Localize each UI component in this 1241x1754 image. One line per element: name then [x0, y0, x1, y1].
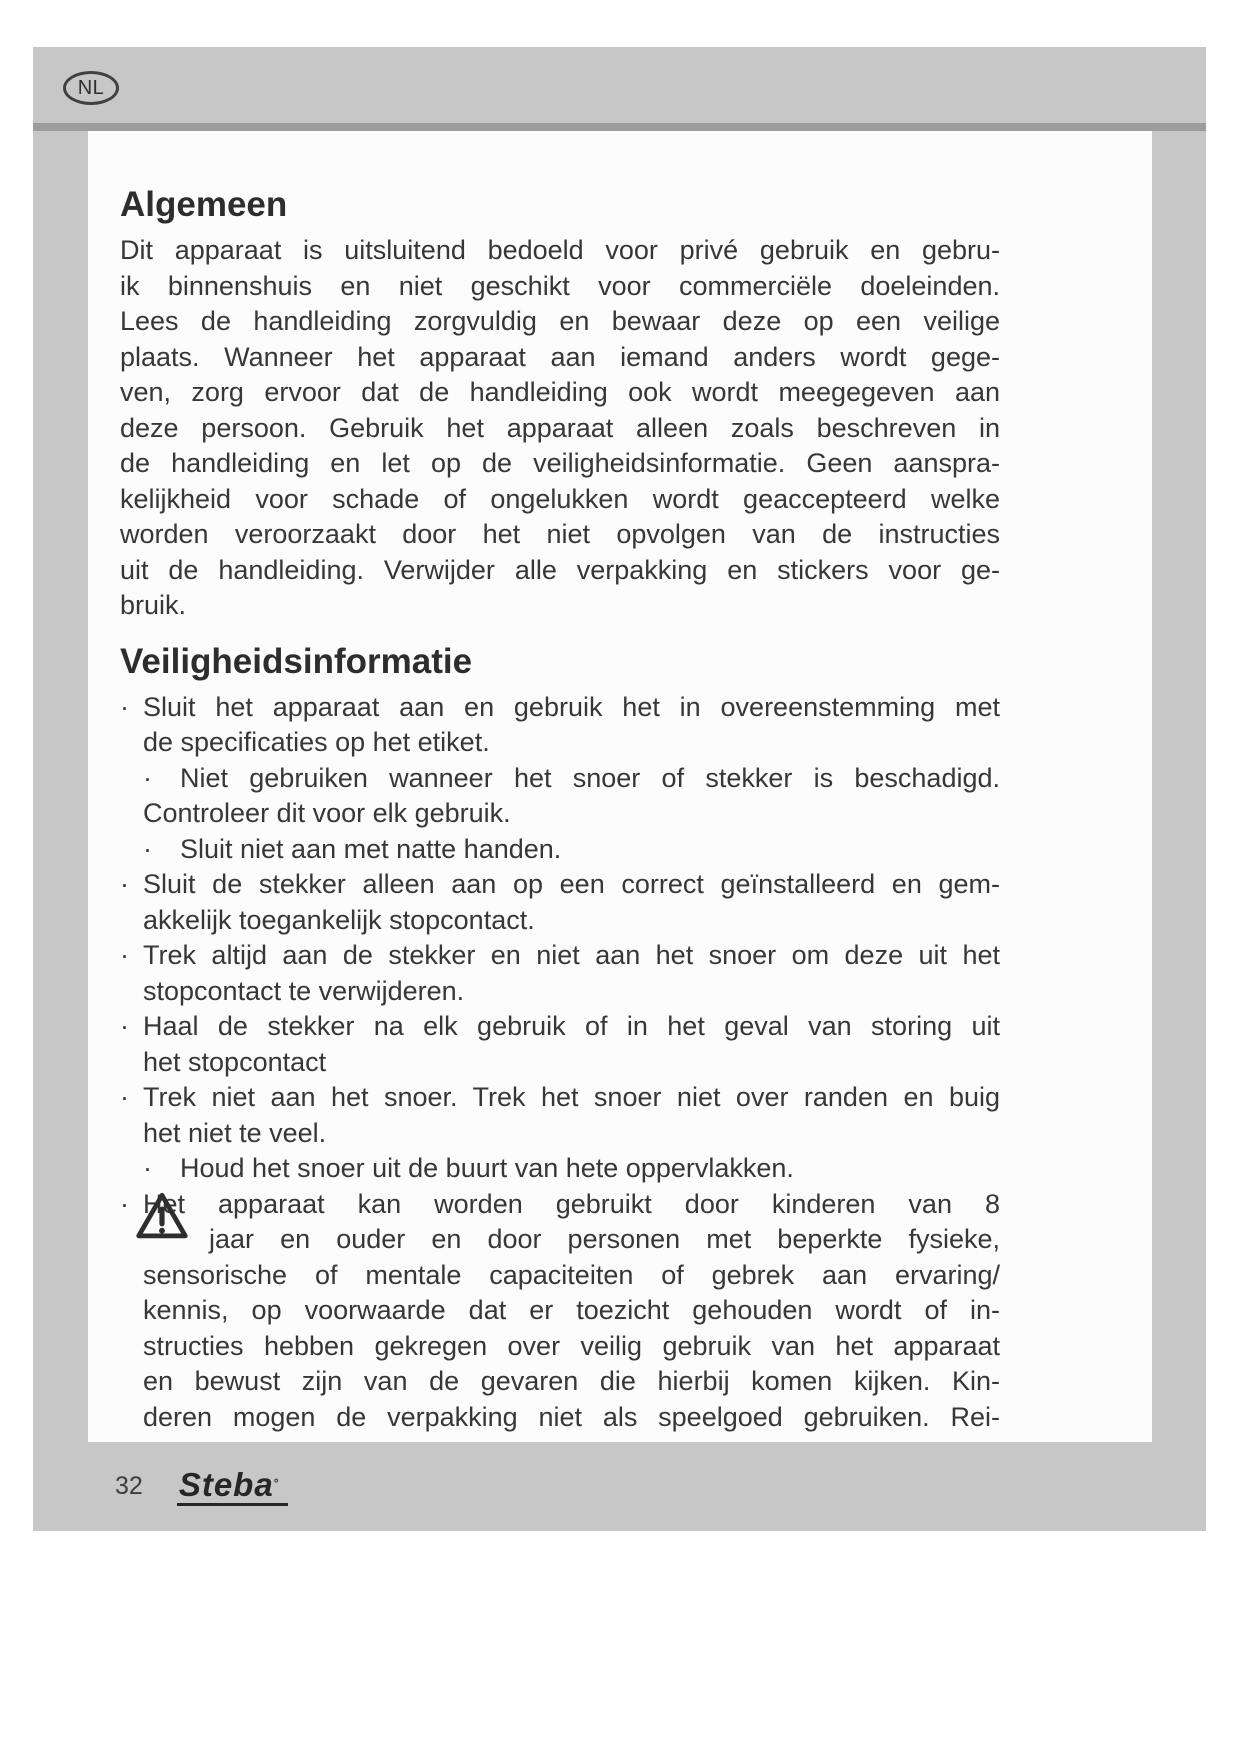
text-line: · Trek niet aan het snoer. Trek het snoer niet over randen en buig — [143, 1080, 1000, 1116]
bullet-dot: · — [120, 1011, 129, 1041]
bullet-dot: · — [120, 869, 129, 899]
bullet-dot: · — [143, 762, 152, 793]
text-line: stopcontact te verwijderen. — [143, 975, 465, 1006]
list-item — [120, 1187, 1000, 1436]
text-line: Controleer dit voor elk gebruik. — [143, 798, 511, 828]
list-item — [120, 690, 1000, 761]
text-line: · Trek altijd aan de stekker en niet aan het snoer om deze uit het — [143, 938, 1000, 974]
text-line: kelijkheid voor schade of ongelukken wordt geaccepteerd welke — [120, 483, 1000, 514]
list-item — [120, 1009, 1000, 1080]
bullet-dot: · — [120, 940, 129, 970]
text-column — [120, 131, 1000, 1435]
text-line: jaar en ouder en door personen met beperkte fysieke, — [209, 1224, 1000, 1254]
language-badge — [63, 71, 119, 105]
text-line: deze persoon. Gebruik het apparaat alleen zoals beschreven in — [120, 412, 1000, 443]
list-item — [120, 867, 1000, 938]
text-line: de handleiding en let op de veiligheidsinformatie. Geen aanspra- — [120, 448, 1000, 478]
header-divider — [33, 123, 1206, 131]
brand-logo-text: Steba — [178, 1465, 274, 1503]
text-line: Lees de handleiding zorgvuldig en bewaar deze op een veilige — [120, 306, 1000, 336]
bullet-dot: · — [120, 1188, 129, 1219]
text-line: · Sluit het apparaat aan en gebruik het in overeenstemming met — [143, 690, 1000, 726]
brand-logo — [177, 1465, 288, 1506]
text-line: · Sluit de stekker alleen aan op een correct geïnstalleerd en gem- — [143, 867, 1000, 903]
text-line: worden veroorzaakt door het niet opvolgen van de instructies — [120, 519, 1000, 549]
list-item — [120, 1080, 1000, 1151]
page-footer — [33, 1442, 1206, 1531]
warning-triangle-icon — [134, 1191, 190, 1241]
text-line: bruik. — [120, 590, 187, 620]
section — [120, 183, 1000, 624]
text-line: · Niet gebruiken wanneer het snoer of stekker is beschadigd. — [143, 761, 1000, 797]
section-heading: Algemeen — [120, 185, 288, 224]
text-line: deren mogen de verpakking niet als speelgoed gebruiken. Rei- — [143, 1401, 1000, 1432]
page-header — [33, 47, 1206, 123]
text-line: sensorische of mentale capaciteiten of gebrek aan ervaring/ — [143, 1259, 1000, 1290]
text-line: kennis, op voorwaarde dat er toezicht gehouden wordt of in- — [143, 1295, 1000, 1325]
section-heading: Veiligheidsinformatie — [120, 641, 473, 681]
text-line: · Het apparaat kan worden gebruikt door kinderen van 8 — [143, 1187, 1000, 1223]
text-line: ven, zorg ervoor dat de handleiding ook wordt meegegeven aan — [120, 377, 1000, 407]
text-line: structies hebben gekregen over veilig gebruik van het apparaat — [143, 1330, 1000, 1361]
text-line: en bewust zijn van de gevaren die hierbij komen kijken. Kin- — [143, 1366, 1000, 1396]
text-line: akkelijk toegankelijk stopcontact. — [143, 904, 535, 935]
content-area — [88, 131, 1152, 1442]
text-line: het stopcontact — [143, 1046, 327, 1077]
text-line: uit de handleiding. Verwijder alle verpakking en stickers voor ge- — [120, 554, 1000, 585]
bullet-dot: · — [120, 1082, 129, 1112]
text-line: plaats. Wanneer het apparaat aan iemand anders wordt gege- — [120, 341, 1000, 372]
bullet-dot: · — [143, 833, 152, 864]
text-line: Dit apparaat is uitsluitend bedoeld voor privé gebruik en gebru- — [120, 235, 1000, 265]
text-line: het niet te veel. — [143, 1117, 327, 1148]
paragraph — [120, 233, 1000, 624]
section — [120, 640, 1000, 1436]
list-item — [120, 761, 1000, 832]
text-line: · Houd het snoer uit de buurt van hete oppervlakken. — [143, 1151, 1000, 1187]
language-badge-label: NL — [77, 76, 105, 99]
page-panel — [33, 47, 1206, 1531]
text-line: · Haal de stekker na elk gebruik of in het geval van storing uit — [143, 1009, 1000, 1045]
list-item — [120, 1151, 1000, 1187]
brand-logo-mark: ° — [273, 1475, 280, 1490]
page-number: 32 — [115, 1472, 143, 1500]
text-line: · Sluit niet aan met natte handen. — [143, 832, 1000, 868]
bullet-dot: · — [143, 1153, 152, 1183]
text-line: de specificaties op het etiket. — [143, 727, 490, 757]
list-item — [120, 938, 1000, 1009]
text-line: ik binnenshuis en niet geschikt voor commerciële doeleinden. — [120, 270, 1000, 301]
list-item — [120, 832, 1000, 868]
bullet-dot: · — [120, 691, 129, 722]
